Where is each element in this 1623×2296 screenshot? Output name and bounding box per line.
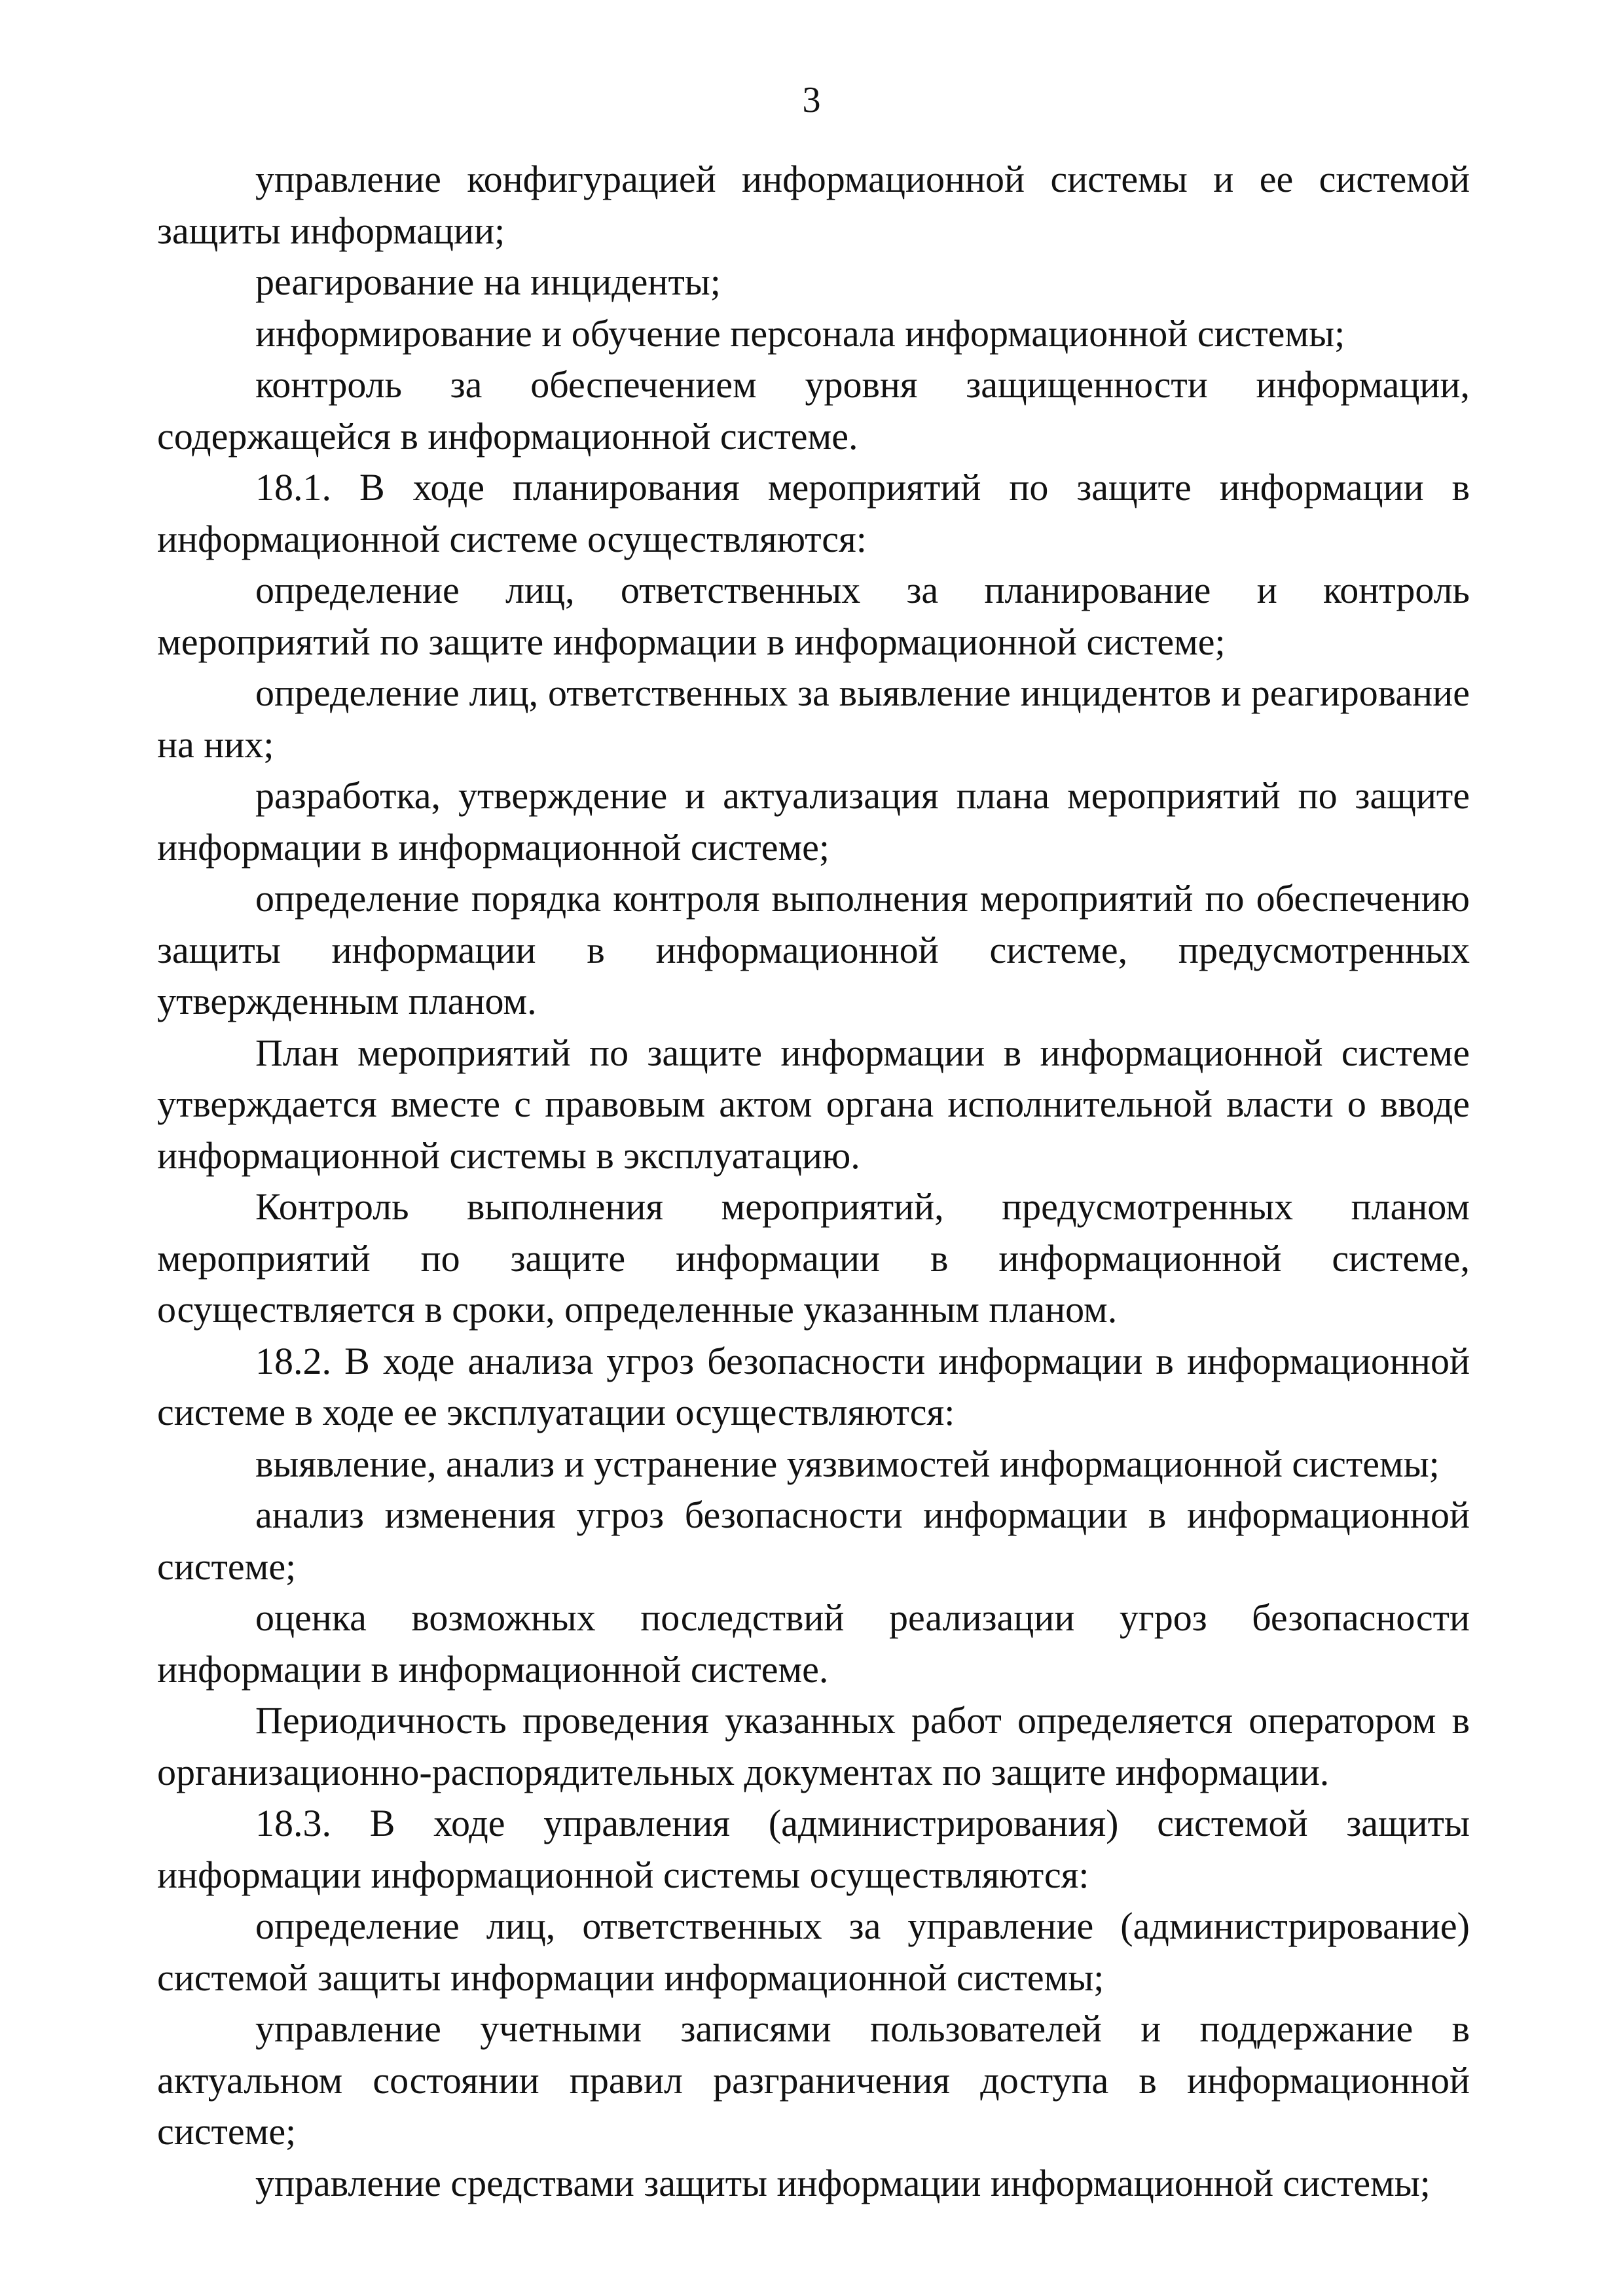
paragraph-protection-tools: управление средствами защиты информации информационной системы;	[255, 2161, 1431, 2204]
paragraph-admin-responsible: определение лиц, ответственных за управление (администрирование) системой защиты информации информационной системы;	[157, 1905, 1470, 1999]
paragraph-planning-responsible: определение лиц, ответственных за планирование и контроль мероприятий по защите информации в информационной системе;	[157, 569, 1470, 663]
paragraph-periodicity: Периодичность проведения указанных работ определяется оператором в организационно-распорядительных документах по защите информации.	[157, 1699, 1470, 1793]
paragraph-incident-responsible: определение лиц, ответственных за выявление инцидентов и реагирование на них;	[157, 672, 1470, 766]
paragraph-incident-response: реагирование на инциденты;	[255, 260, 721, 303]
page-number: 3	[802, 80, 821, 120]
paragraph-security-control: контроль за обеспечением уровня защищенности информации, содержащейся в информационной системе.	[157, 363, 1470, 457]
paragraph-plan-approval: План мероприятий по защите информации в информационной системе утверждается вместе с правовым актом органа исполнительной власти о вводе информационной системы в эксплуатацию.	[157, 1031, 1470, 1177]
paragraph-threat-changes: анализ изменения угроз безопасности информации в информационной системе;	[157, 1494, 1470, 1588]
paragraph-control-procedure: определение порядка контроля выполнения мероприятий по обеспечению защиты информации в информационной системе, предусмотренных утвержденным планом.	[157, 877, 1470, 1022]
document-body	[157, 154, 1470, 2209]
paragraph-section-18-1: 18.1. В ходе планирования мероприятий по защите информации в информационной системе осуществляются:	[157, 466, 1470, 560]
paragraph-section-18-2: 18.2. В ходе анализа угроз безопасности информации в информационной системе в ходе ее эксплуатации осуществляются:	[157, 1339, 1470, 1433]
paragraph-plan-control: Контроль выполнения мероприятий, предусмотренных планом мероприятий по защите информации в информационной системе, осуществляется в сроки, определенные указанным планом.	[157, 1185, 1470, 1331]
paragraph-consequences: оценка возможных последствий реализации угроз безопасности информации в информационной системе.	[157, 1596, 1470, 1691]
paragraph-vulnerabilities: выявление, анализ и устранение уязвимостей информационной системы;	[255, 1442, 1440, 1485]
paragraph-staff-training: информирование и обучение персонала информационной системы;	[255, 312, 1345, 355]
paragraph-config-management: управление конфигурацией информационной системы и ее системой защиты информации;	[157, 158, 1470, 252]
paragraph-account-management: управление учетными записями пользователей и поддержание в актуальном состоянии правил разграничения доступа в информационной системе;	[157, 2007, 1470, 2153]
paragraph-plan-development: разработка, утверждение и актуализация плана мероприятий по защите информации в информационной системе;	[157, 774, 1470, 869]
paragraph-section-18-3: 18.3. В ходе управления (администрирования) системой защиты информации информационной системы осуществляются:	[157, 1802, 1470, 1896]
